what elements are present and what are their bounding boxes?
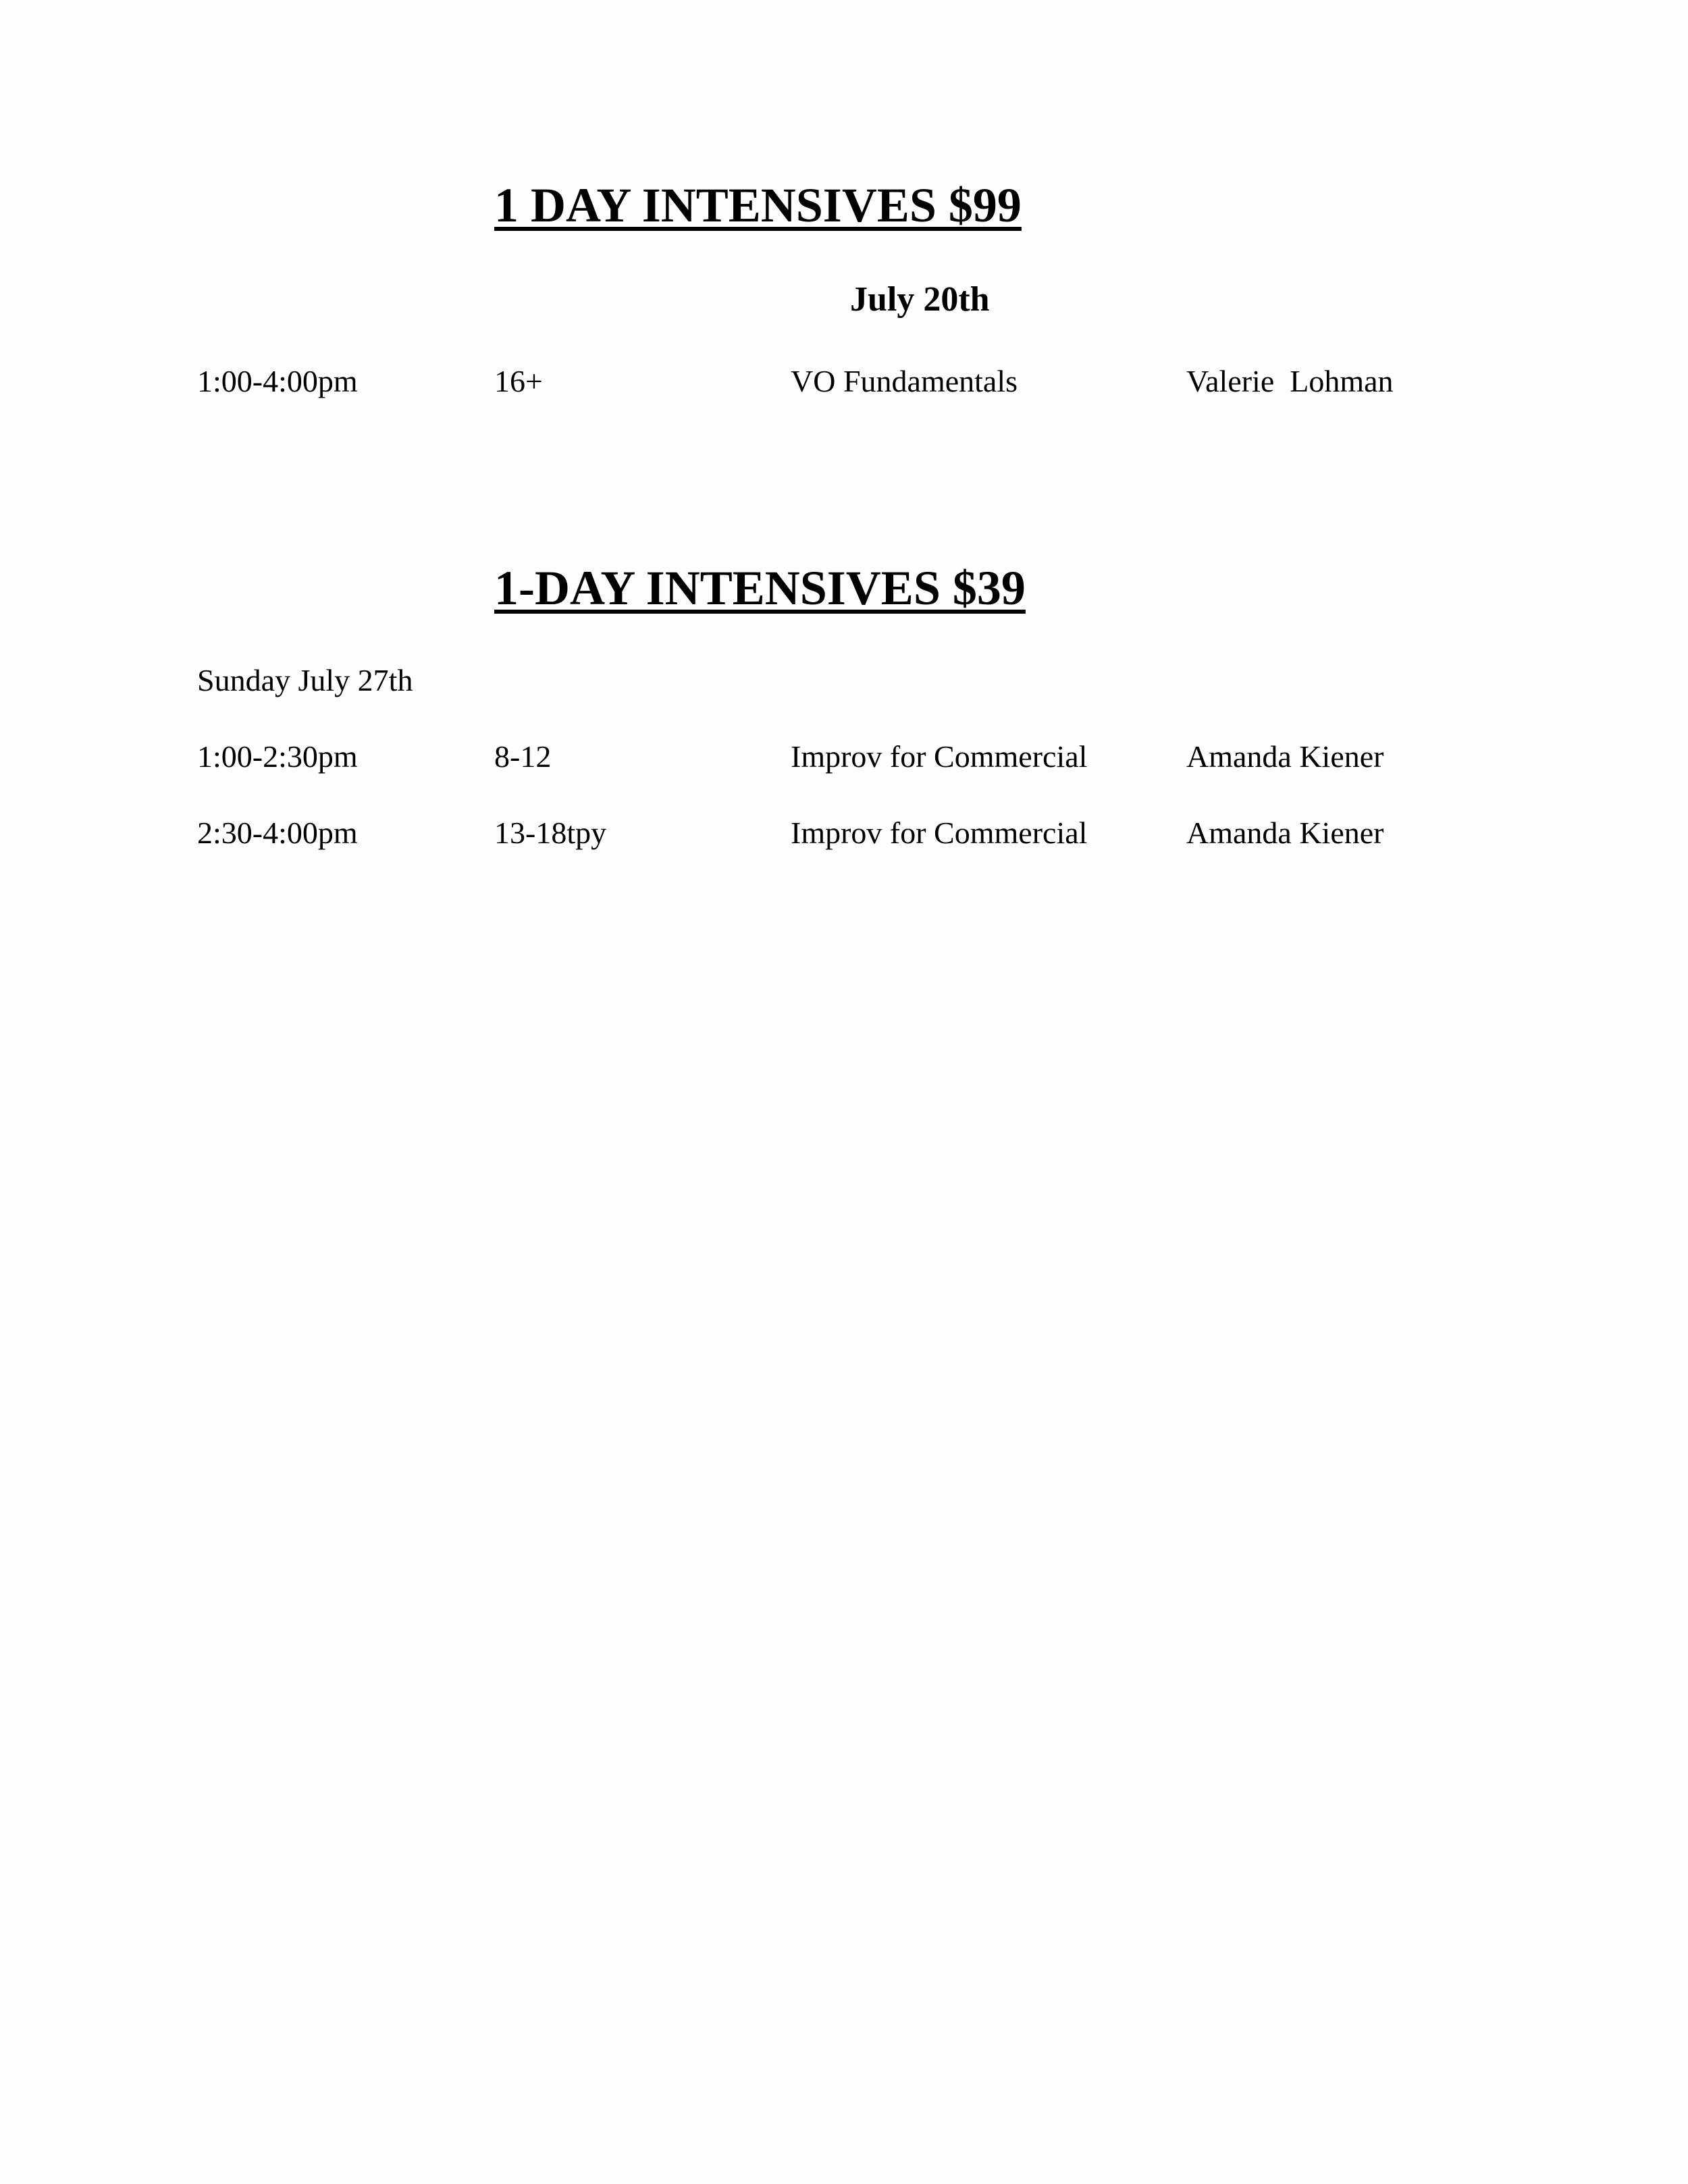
schedule-row — [0, 366, 1688, 406]
teacher-cell: Amanda Kiener — [1186, 739, 1384, 774]
schedule-row — [0, 741, 1688, 782]
teacher-cell: Amanda Kiener — [1186, 816, 1384, 850]
class-cell: Improv for Commercial — [791, 816, 1088, 850]
age-cell: 13-18tpy — [494, 816, 607, 850]
section-date-july-20: July 20th — [850, 280, 990, 319]
class-cell: VO Fundamentals — [791, 364, 1018, 398]
teacher-cell: Valerie Lohman — [1186, 364, 1394, 398]
class-cell: Improv for Commercial — [791, 739, 1088, 774]
time-cell: 2:30-4:00pm — [197, 816, 358, 850]
age-cell: 16+ — [494, 364, 543, 398]
section-date-july-27: Sunday July 27th — [197, 663, 413, 697]
section-heading-39: 1-DAY INTENSIVES $39 — [494, 561, 1026, 615]
section-heading-99: 1 DAY INTENSIVES $99 — [494, 178, 1022, 232]
age-cell: 8-12 — [494, 739, 552, 774]
schedule-row — [0, 818, 1688, 858]
time-cell: 1:00-4:00pm — [197, 364, 358, 398]
time-cell: 1:00-2:30pm — [197, 739, 358, 774]
